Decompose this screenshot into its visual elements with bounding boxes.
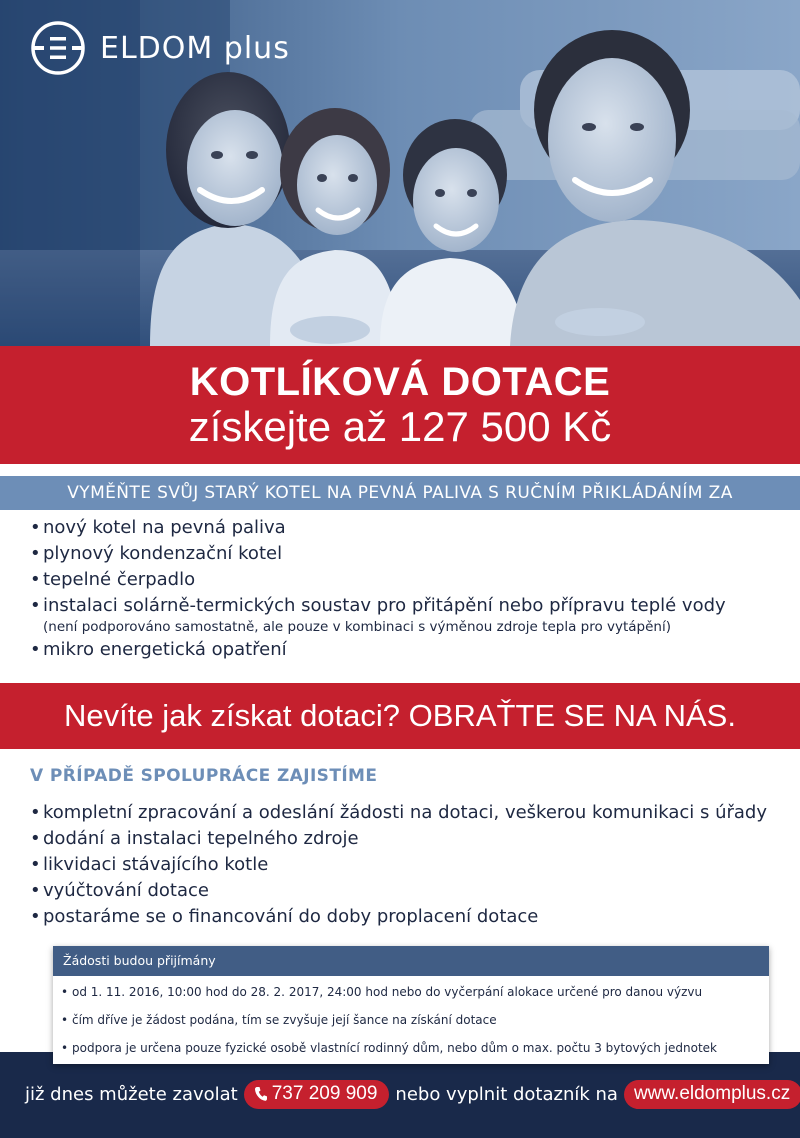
list-item: • plynový kondenzační kotel <box>30 541 726 567</box>
list-item: • kompletní zpracování a odeslání žádosti na dotaci, veškerou komunikaci s úřady <box>30 800 767 826</box>
info-list-item: • podpora je určena pouze fyzické osobě vlastnící rodinný dům, nebo dům o max. počtu 3 bytových jednotek <box>53 1034 769 1062</box>
list-item: • nový kotel na pevná paliva <box>30 515 726 541</box>
offer-heading: VYMĚŇTE SVŮJ STARÝ KOTEL NA PEVNÁ PALIVA S RUČNÍM PŘIKLÁDÁNÍM ZA <box>0 476 800 510</box>
list-item-note: (není podporováno samostatně, ale pouze v kombinaci s výměnou zdroje tepla pro vytápění) <box>43 619 672 635</box>
list-item: • instalaci solárně-termických soustav pro přitápění nebo přípravu teplé vody (není podporováno samostatně, ale pouze v kombinaci s výměnou zdroje tepla pro vytápění) <box>30 593 726 637</box>
title-band <box>0 346 800 464</box>
call-to-action-banner: Nevíte jak získat dotaci? OBRAŤTE SE NA NÁS. <box>0 683 800 749</box>
phone-number: 737 209 909 <box>271 1083 378 1104</box>
info-box-heading: Žádosti budou přijímány <box>53 946 769 976</box>
list-item: • dodání a instalaci tepelného zdroje <box>30 826 767 852</box>
info-box <box>53 946 769 1064</box>
list-item: • postaráme se o financování do doby proplacení dotace <box>30 904 767 930</box>
info-list-item: • čím dříve je žádost podána, tím se zvyšuje její šance na získání dotace <box>53 1006 769 1034</box>
list-item: • likvidaci stávajícího kotle <box>30 852 767 878</box>
list-item: • mikro energetická opatření <box>30 637 726 663</box>
brand-name: ELDOM plus <box>100 30 290 66</box>
info-list <box>53 978 769 1062</box>
offer-list <box>30 515 726 663</box>
eldom-logo-icon <box>30 20 86 76</box>
phone-icon <box>254 1086 268 1102</box>
footer-text-middle: nebo vyplnit dotazník na <box>395 1084 618 1105</box>
list-item: • tepelné čerpadlo <box>30 567 726 593</box>
phone-button[interactable] <box>244 1080 390 1109</box>
brand-logo[interactable] <box>30 20 290 76</box>
services-list <box>30 800 767 930</box>
page-subtitle: získejte až 127 500 Kč <box>188 403 612 450</box>
page-title: KOTLÍKOVÁ DOTACE <box>189 360 611 404</box>
footer-contact <box>25 1080 800 1109</box>
list-item: • vyúčtování dotace <box>30 878 767 904</box>
hero-banner <box>0 0 800 346</box>
website-link[interactable]: www.eldomplus.cz <box>624 1080 800 1109</box>
footer-text-before: již dnes můžete zavolat <box>25 1084 238 1105</box>
info-list-item: • od 1. 11. 2016, 10:00 hod do 28. 2. 2017, 24:00 hod nebo do vyčerpání alokace určené pro danou výzvu <box>53 978 769 1006</box>
services-heading: V PŘÍPADĚ SPOLUPRÁCE ZAJISTÍME <box>30 766 378 786</box>
